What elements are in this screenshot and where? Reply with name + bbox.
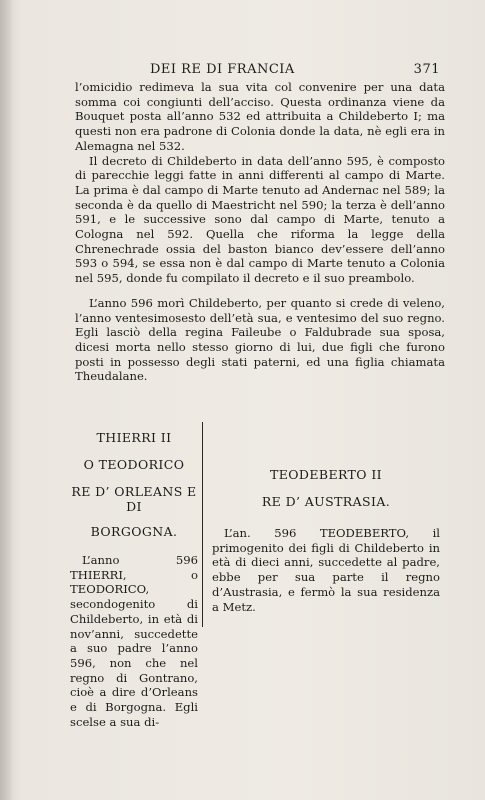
two-column-section [70,420,445,729]
left-column [70,420,198,729]
left-heading-name: THIERRI II [96,430,172,445]
right-heading-kingdom: RE D’ AUSTRASIA. [261,494,391,509]
gutter-shadow [0,0,14,800]
running-title: DEI RE DI FRANCIA [150,62,295,77]
left-column-text: L’anno 596 THIERRI, o TEODORICO, secondogenito di Childeberto, in età di nov’anni, succedette a suo padre l’anno 596, non che nel regno di Gontrano, cioè a dire d’Orleans e di Borgogna. Egli scelse a sua di- [70,553,198,729]
paragraph-3: L’anno 596 morì Childeberto, per quanto si crede di veleno, l’anno ventesimosesto dell’età sua, e ventesimo del suo regno. Egli lasciò della regina Faileube o Faldubrade sua sposa, dicesi morta nello stesso giorno di lui, due figli che furono posti in possesso degli stati paterni, ed una figlia chiamata Theudalane. [75,295,445,384]
paragraph-2: Il decreto di Childeberto in data dell’anno 595, è composto di parecchie leggi fatte in anni differenti al campo di Marte. La prima è dal campo di Marte tenuto ad Andernac nel 589; la seconda è da quello di Maestricht nel 590; la terza è dell’anno 591, e le successive sono dal campo di Marte, tenuto a Cologna nel 592. Quella che riforma la legge della Chrenechrade ossia del baston bianco dev’essere dell’anno 593 o 594, se essa non è dal campo di Marte tenuto a Colonia nel 595, donde fu compilato il decreto e il suo preambolo. [75,153,445,286]
column-divider [202,422,203,627]
right-column [212,420,440,614]
left-heading-kingdom-cont: BORGOGNA. [90,524,178,539]
left-heading-kingdom: RE D’ ORLEANS E DI [71,484,197,514]
paragraph-1: l’omicidio redimeva la sua vita col convenire per una data somma coi congiunti dell’acciso. Questa ordinanza viene da Bouquet posta all’anno 532 ed attribuita a Childeberto I; ma questi non era padrone di Colonia donde la data, nè egli era in Alemagna nel 532. [75,80,445,153]
right-column-text: L’an. 596 TEODEBERTO, il primogenito dei figli di Childeberto in età di dieci anni, succedette al padre, ebbe per sua parte il regno d’Austrasia, e fermò la sua residenza a Metz. [212,526,440,614]
body-text [75,80,445,384]
right-heading-name: TEODEBERTO II [270,467,382,482]
page-number: 371 [413,62,440,77]
left-heading-alias: O TEODORICO [83,457,185,472]
